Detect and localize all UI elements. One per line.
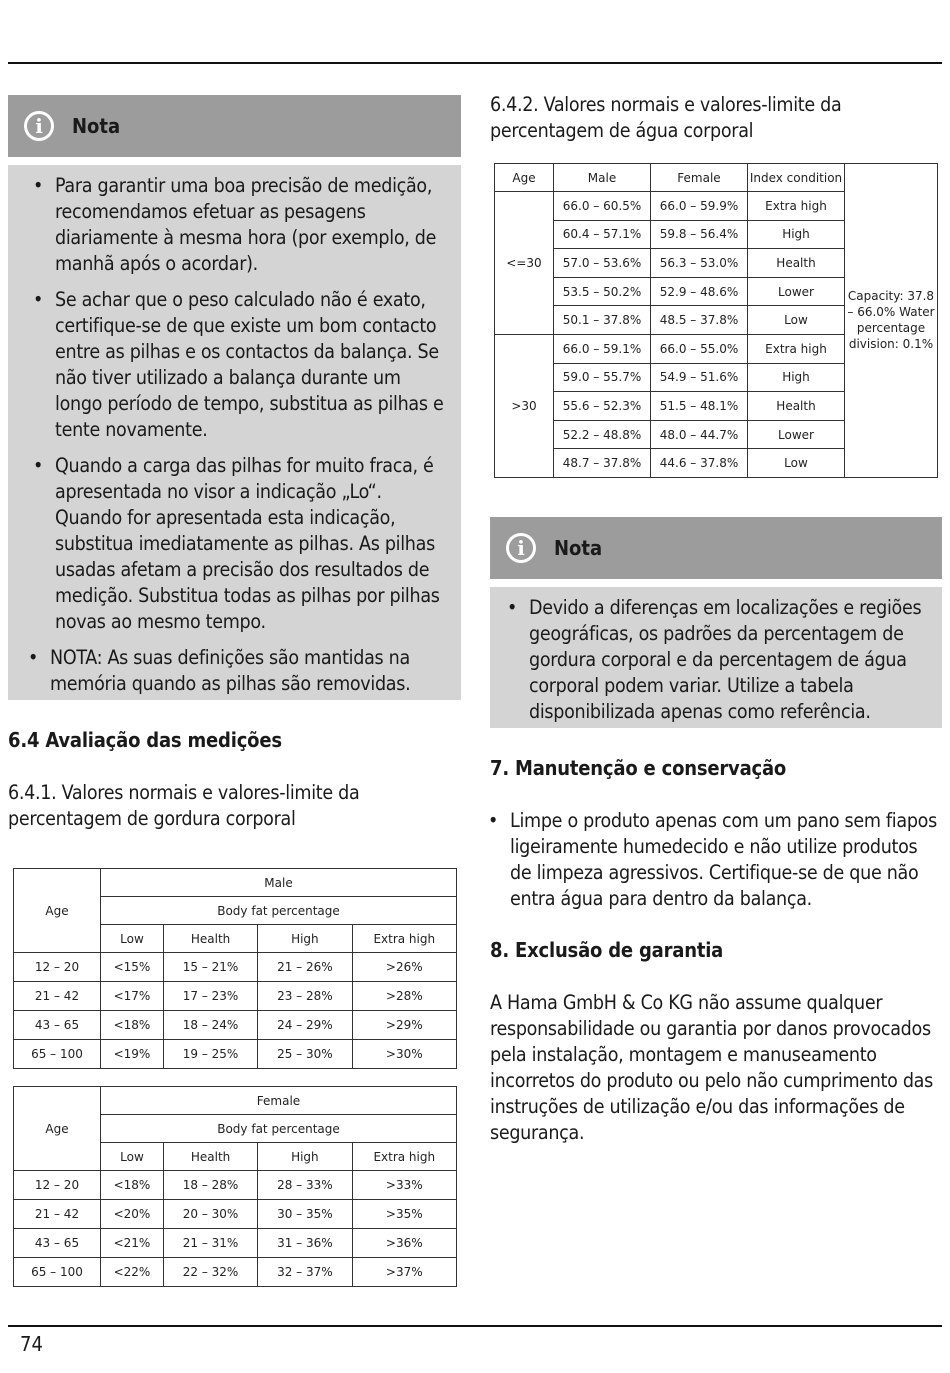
- table-cell: 65 – 100: [14, 1258, 101, 1287]
- table-cell: 30 – 35%: [258, 1200, 352, 1229]
- table-cell: 59.8 – 56.4%: [651, 220, 748, 249]
- table-header: Age: [14, 869, 101, 953]
- table-header: Low: [101, 1143, 164, 1171]
- note-item: • Se achar que o peso calculado não é exato, certifique-se de que existe um bom contacto entre as pilhas e os contactos da balança. Se não tiver utilizado a balança durante um longo período de tempo, substitua as pilhas e tente novamente.: [55, 287, 451, 443]
- table-cell: 51.5 – 48.1%: [651, 392, 748, 421]
- table-cell: 21 – 42: [14, 982, 101, 1011]
- table-cell: 23 – 28%: [258, 982, 352, 1011]
- section-heading: 7. Manutenção e conservação: [490, 756, 787, 780]
- table-cell: 12 – 20: [14, 1171, 101, 1200]
- table-cell: 18 – 28%: [163, 1171, 257, 1200]
- table-header: Low: [101, 925, 164, 953]
- table-cell: 44.6 – 37.8%: [651, 449, 748, 478]
- table-header: Age: [495, 164, 554, 192]
- table-cell: >28%: [352, 982, 456, 1011]
- table-cell: 55.6 – 52.3%: [554, 392, 651, 421]
- table-header: Male: [101, 869, 457, 897]
- table-header: Body fat percentage: [101, 897, 457, 925]
- table-header: High: [258, 925, 352, 953]
- note-item: • Quando a carga das pilhas for muito fraca, é apresentada no visor a indicação „Lo“. Quando for apresentada esta indicação, substitua imediatamente as pilhas. As pilhas usadas afetam a precisão dos resultados de medição. Substitua todas as pilhas por pilhas novas ao mesmo tempo.: [55, 453, 451, 635]
- table-cell: High: [748, 363, 845, 392]
- table-row: [14, 1040, 457, 1069]
- table-cell: 31 – 36%: [258, 1229, 352, 1258]
- table-header: Female: [101, 1087, 457, 1115]
- note-body: [8, 165, 461, 700]
- table-row: [14, 982, 457, 1011]
- table-cell: <17%: [101, 982, 164, 1011]
- table-cell: >30%: [352, 1040, 456, 1069]
- table-cell: <20%: [101, 1200, 164, 1229]
- table-cell: 60.4 – 57.1%: [554, 220, 651, 249]
- table-cell: Extra high: [748, 334, 845, 363]
- table-row: [14, 1258, 457, 1287]
- table-header: Age: [14, 1087, 101, 1171]
- table-cell: High: [748, 220, 845, 249]
- table-cell: >35%: [352, 1200, 456, 1229]
- table-cell: >33%: [352, 1171, 456, 1200]
- table-cell: 66.0 – 55.0%: [651, 334, 748, 363]
- table-cell: 66.0 – 59.1%: [554, 334, 651, 363]
- table-header: Index condition: [748, 164, 845, 192]
- section-heading: 6.4 Avaliação das medições: [8, 728, 282, 752]
- table-cell: Low: [748, 449, 845, 478]
- body-water-table: [494, 163, 938, 478]
- table-cell: 28 – 33%: [258, 1171, 352, 1200]
- table-header: Health: [163, 1143, 257, 1171]
- table-cell: 52.9 – 48.6%: [651, 277, 748, 306]
- table-cell: 18 – 24%: [163, 1011, 257, 1040]
- table-cell: 32 – 37%: [258, 1258, 352, 1287]
- body-fat-female-table: [13, 1086, 457, 1287]
- table-cell: 65 – 100: [14, 1040, 101, 1069]
- table-cell: <21%: [101, 1229, 164, 1258]
- table-row: [14, 1171, 457, 1200]
- table-cell: 19 – 25%: [163, 1040, 257, 1069]
- note-header: [8, 95, 461, 157]
- table-row: [14, 1229, 457, 1258]
- table-cell: 52.2 – 48.8%: [554, 420, 651, 449]
- body-fat-male-table: [13, 868, 457, 1069]
- table-cell: 25 – 30%: [258, 1040, 352, 1069]
- table-row: [14, 1011, 457, 1040]
- table-cell: >36%: [352, 1229, 456, 1258]
- table-header: Health: [163, 925, 257, 953]
- note-body: [490, 587, 942, 728]
- table-cell: 17 – 23%: [163, 982, 257, 1011]
- table-cell: 53.5 – 50.2%: [554, 277, 651, 306]
- warranty-text: A Hama GmbH & Co KG não assume qualquer responsabilidade ou garantia por danos provocados pela instalação, montagem e manuseamento incorretos do produto ou pelo não cumprimento das instruções de utilização e/ou das informações de segurança.: [490, 991, 933, 1144]
- table-header: High: [258, 1143, 352, 1171]
- table-cell: 21 – 42: [14, 1200, 101, 1229]
- table-cell: 66.0 – 59.9%: [651, 192, 748, 221]
- table-cell: 43 – 65: [14, 1011, 101, 1040]
- table-cell: Health: [748, 392, 845, 421]
- table-cell: 21 – 26%: [258, 953, 352, 982]
- table-cell: <15%: [101, 953, 164, 982]
- table-cell: 54.9 – 51.6%: [651, 363, 748, 392]
- table-cell: 48.0 – 44.7%: [651, 420, 748, 449]
- table-header: Extra high: [352, 925, 456, 953]
- note-header: [490, 517, 942, 579]
- note-title: Nota: [554, 536, 603, 560]
- water-side-note: Capacity: 37.8 – 66.0% Water percentage division: 0.1%: [845, 164, 938, 478]
- table-cell: Lower: [748, 277, 845, 306]
- table-cell: 22 – 32%: [163, 1258, 257, 1287]
- table-cell: Extra high: [748, 192, 845, 221]
- info-icon: i: [24, 111, 54, 141]
- table-cell: 15 – 21%: [163, 953, 257, 982]
- table-header: Body fat percentage: [101, 1115, 457, 1143]
- subsection-title: 6.4.2. Valores normais e valores-limite da percentagem de água corporal: [490, 93, 842, 142]
- table-cell: Low: [748, 306, 845, 335]
- list-item: • Limpe o produto apenas com um pano sem fiapos ligeiramente humedecido e não utilize produtos de limpeza agressivos. Certifique-se de que não entra água para dentro da balança.: [510, 808, 940, 912]
- note-item: • Devido a diferenças em localizações e regiões geográficas, os padrões da percentagem de gordura corporal e da percentagem de água corporal podem variar. Utilize a tabela disponibilizada apenas como referência.: [529, 595, 932, 725]
- table-cell: 12 – 20: [14, 953, 101, 982]
- table-cell: 20 – 30%: [163, 1200, 257, 1229]
- maintenance-list: [510, 808, 940, 912]
- table-cell: 59.0 – 55.7%: [554, 363, 651, 392]
- table-cell: <18%: [101, 1011, 164, 1040]
- table-cell: 57.0 – 53.6%: [554, 249, 651, 278]
- table-cell: 21 – 31%: [163, 1229, 257, 1258]
- table-cell: <18%: [101, 1171, 164, 1200]
- table-cell: 24 – 29%: [258, 1011, 352, 1040]
- table-cell: <22%: [101, 1258, 164, 1287]
- top-rule: [8, 62, 942, 64]
- table-cell: >30: [495, 334, 554, 477]
- note-item: • Para garantir uma boa precisão de medição, recomendamos efetuar as pesagens diariamente à mesma hora (por exemplo, de manhã após o acordar).: [55, 173, 451, 277]
- page-number: 74: [20, 1332, 43, 1356]
- table-row: [14, 1200, 457, 1229]
- table-row: [14, 953, 457, 982]
- table-header: Female: [651, 164, 748, 192]
- table-cell: 48.5 – 37.8%: [651, 306, 748, 335]
- table-cell: 48.7 – 37.8%: [554, 449, 651, 478]
- table-cell: >29%: [352, 1011, 456, 1040]
- table-header: Extra high: [352, 1143, 456, 1171]
- table-cell: 66.0 – 60.5%: [554, 192, 651, 221]
- table-cell: Health: [748, 249, 845, 278]
- table-cell: <=30: [495, 192, 554, 335]
- table-cell: 50.1 – 37.8%: [554, 306, 651, 335]
- info-icon: i: [506, 533, 536, 563]
- table-header: Male: [554, 164, 651, 192]
- section-heading: 8. Exclusão de garantia: [490, 938, 724, 962]
- table-cell: <19%: [101, 1040, 164, 1069]
- note-title: Nota: [72, 114, 121, 138]
- table-cell: >26%: [352, 953, 456, 982]
- table-cell: >37%: [352, 1258, 456, 1287]
- table-cell: Lower: [748, 420, 845, 449]
- note-item: • NOTA: As suas definições são mantidas na memória quando as pilhas são removidas.: [50, 645, 451, 697]
- subsection-title: 6.4.1. Valores normais e valores-limite da percentagem de gordura corporal: [8, 781, 360, 830]
- table-cell: 43 – 65: [14, 1229, 101, 1258]
- table-cell: 56.3 – 53.0%: [651, 249, 748, 278]
- bottom-rule: [8, 1325, 942, 1327]
